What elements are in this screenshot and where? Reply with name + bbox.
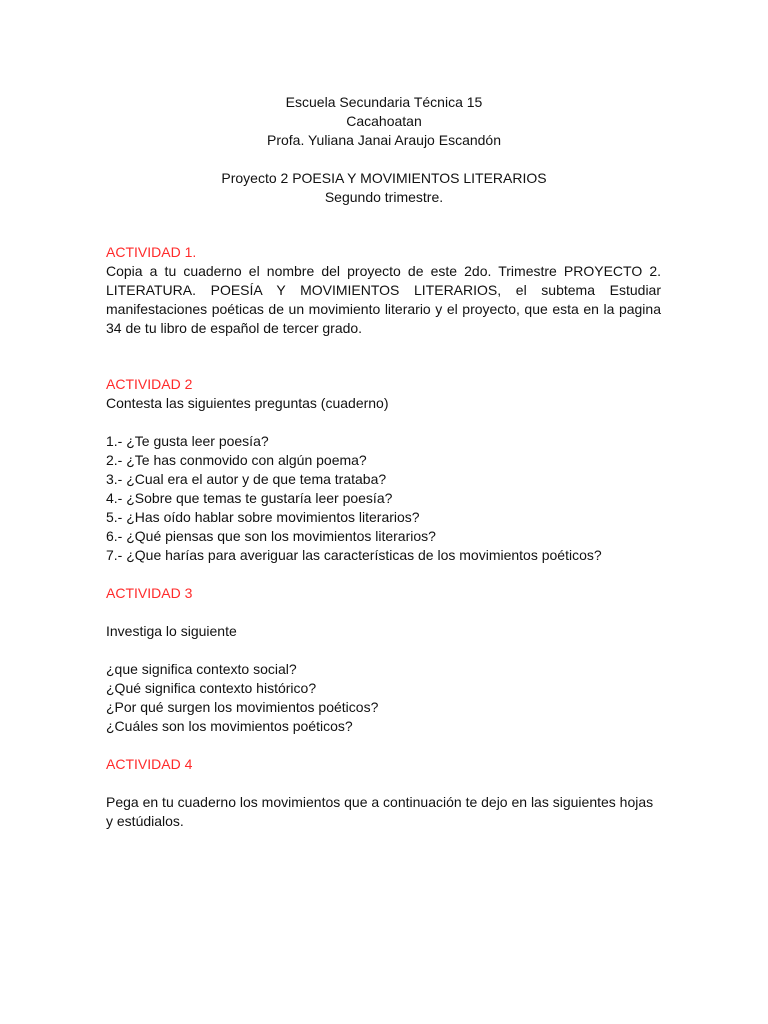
activity-3-heading: ACTIVIDAD 3	[106, 585, 193, 601]
activity-2-questions	[106, 432, 661, 565]
term-label: Segundo trimestre.	[324, 189, 444, 205]
activity-2-heading: ACTIVIDAD 2	[106, 376, 193, 392]
activity-3-intro: Investiga lo siguiente	[106, 623, 237, 639]
activity-4-heading: ACTIVIDAD 4	[106, 756, 193, 772]
question-item: ¿Por qué surgen los movimientos poéticos?	[106, 699, 379, 715]
activity-1-section	[106, 243, 661, 338]
activity-2-intro: Contesta las siguientes preguntas (cuaderno)	[106, 395, 389, 411]
activity-1-text: Copia a tu cuaderno el nombre del proyecto de este 2do. Trimestre PROYECTO 2. LITERATURA. POESÍA Y MOVIMIENTOS LITERARIOS, el subtema Estudiar manifestaciones poéticas de un movimiento literario y el proyecto, que esta en la pagina 34 de tu libro de español de tercer grado.	[106, 263, 661, 336]
school-name: Escuela Secundaria Técnica 15	[285, 94, 483, 110]
question-item: 2.- ¿Te has conmovido con algún poema?	[106, 452, 367, 468]
question-item: 4.- ¿Sobre que temas te gustaría leer poesía?	[106, 490, 393, 506]
question-item: 6.- ¿Qué piensas que son los movimientos literarios?	[106, 528, 436, 544]
activity-2-section	[106, 375, 661, 413]
activity-3-section	[106, 584, 661, 603]
activity-4-text-block	[106, 793, 661, 831]
question-item: 1.- ¿Te gusta leer poesía?	[106, 433, 269, 449]
activity-4-text: Pega en tu cuaderno los movimientos que a continuación te dejo en las siguientes hojas y estúdialos.	[106, 794, 654, 829]
question-item: 3.- ¿Cual era el autor y de que tema trataba?	[106, 471, 387, 487]
town-name: Cacahoatan	[346, 113, 422, 129]
activity-1-heading: ACTIVIDAD 1.	[106, 244, 197, 260]
question-item: ¿Qué significa contexto histórico?	[106, 680, 317, 696]
document-header	[0, 93, 768, 207]
activity-3-questions	[106, 660, 661, 736]
question-item: ¿Cuáles son los movimientos poéticos?	[106, 718, 353, 734]
question-item: 7.- ¿Que harías para averiguar las características de los movimientos poéticos?	[106, 547, 602, 563]
activity-3-intro-block	[106, 622, 661, 641]
teacher-name: Profa. Yuliana Janai Araujo Escandón	[266, 132, 502, 148]
project-title: Proyecto 2 POESIA Y MOVIMIENTOS LITERARIOS	[221, 170, 547, 186]
question-item: 5.- ¿Has oído hablar sobre movimientos literarios?	[106, 509, 420, 525]
question-item: ¿que significa contexto social?	[106, 661, 297, 677]
activity-4-section	[106, 755, 661, 774]
